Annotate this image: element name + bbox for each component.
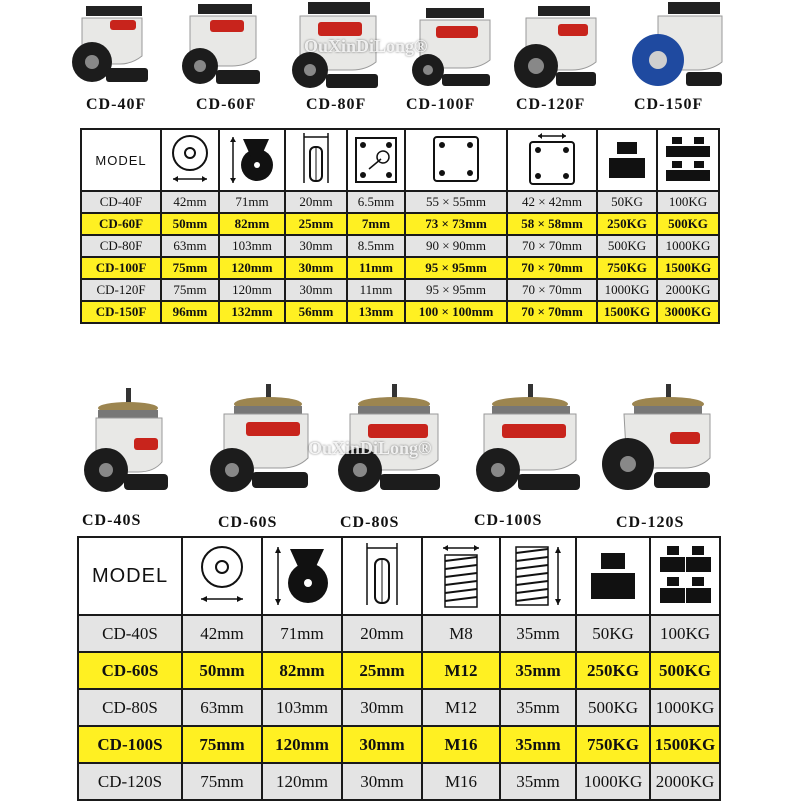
spec-cell: 120mm xyxy=(262,763,342,800)
spec-cell: 7mm xyxy=(347,213,405,235)
spec-cell: 75mm xyxy=(182,726,262,763)
wheel-diameter-icon xyxy=(161,129,219,191)
spec-cell: 75mm xyxy=(161,279,219,301)
table-header-row xyxy=(78,537,720,615)
caster-photo-cd-100s xyxy=(472,384,592,498)
mounting-hole-spacing-icon xyxy=(507,129,597,191)
table-row xyxy=(81,301,719,323)
model-header: MODEL xyxy=(81,129,161,191)
spec-cell: 96mm xyxy=(161,301,219,323)
caster-photo-cd-120s xyxy=(596,384,718,496)
spec-cell: 70 × 70mm xyxy=(507,257,597,279)
spec-cell: 58 × 58mm xyxy=(507,213,597,235)
spec-cell: 500KG xyxy=(576,689,650,726)
spec-cell: 63mm xyxy=(161,235,219,257)
spec-cell: 35mm xyxy=(500,763,576,800)
model-cell: CD-40F xyxy=(81,191,161,213)
caster-label-cd-80s: CD-80S xyxy=(340,514,400,531)
spec-cell: 50mm xyxy=(182,652,262,689)
spec-cell: 70 × 70mm xyxy=(507,301,597,323)
table-row xyxy=(78,652,720,689)
spec-cell: 73 × 73mm xyxy=(405,213,507,235)
spec-cell: 70 × 70mm xyxy=(507,279,597,301)
table-row xyxy=(78,689,720,726)
spec-cell: 35mm xyxy=(500,615,576,652)
model-cell: CD-80S xyxy=(78,689,182,726)
spec-cell: 1000KG xyxy=(597,279,657,301)
caster-label-cd-40f: CD-40F xyxy=(86,96,147,113)
single-load-icon xyxy=(597,129,657,191)
caster-height-icon xyxy=(262,537,342,615)
model-cell: CD-40S xyxy=(78,615,182,652)
spec-cell: 35mm xyxy=(500,652,576,689)
spec-cell: M8 xyxy=(422,615,500,652)
thread-length-icon xyxy=(500,537,576,615)
table-row xyxy=(81,235,719,257)
model-cell: CD-120S xyxy=(78,763,182,800)
caster-height-icon xyxy=(219,129,285,191)
table-row xyxy=(78,615,720,652)
spec-cell: 63mm xyxy=(182,689,262,726)
table-row xyxy=(78,763,720,800)
spec-cell: 120mm xyxy=(219,279,285,301)
spec-cell: 100 × 100mm xyxy=(405,301,507,323)
spec-cell: 500KG xyxy=(597,235,657,257)
table-row xyxy=(81,257,719,279)
model-cell: CD-60F xyxy=(81,213,161,235)
caster-label-cd-80f: CD-80F xyxy=(306,96,367,113)
spec-cell: 25mm xyxy=(342,652,422,689)
model-cell: CD-80F xyxy=(81,235,161,257)
spec-cell: 20mm xyxy=(342,615,422,652)
spec-cell: 13mm xyxy=(347,301,405,323)
wheel-width-icon xyxy=(342,537,422,615)
table-row xyxy=(78,726,720,763)
spec-cell: 90 × 90mm xyxy=(405,235,507,257)
caster-label-cd-120s: CD-120S xyxy=(616,514,685,531)
spec-cell: 8.5mm xyxy=(347,235,405,257)
model-cell: CD-100F xyxy=(81,257,161,279)
model-cell: CD-60S xyxy=(78,652,182,689)
caster-photo-cd-40f xyxy=(72,6,152,84)
caster-label-cd-60s: CD-60S xyxy=(218,514,278,531)
watermark: OuXinDiLong® xyxy=(304,36,428,56)
spec-cell: 30mm xyxy=(285,235,347,257)
bolt-hole-icon xyxy=(347,129,405,191)
spec-cell: 100KG xyxy=(650,615,720,652)
spec-cell: 82mm xyxy=(219,213,285,235)
spec-cell: 30mm xyxy=(285,257,347,279)
spec-cell: 11mm xyxy=(347,257,405,279)
plate-size-icon xyxy=(405,129,507,191)
thread-size-icon xyxy=(422,537,500,615)
table-row xyxy=(81,213,719,235)
spec-cell: 1000KG xyxy=(650,689,720,726)
spec-cell: 2000KG xyxy=(650,763,720,800)
f-series-table-body xyxy=(81,191,719,323)
spec-cell: 56mm xyxy=(285,301,347,323)
spec-cell: 35mm xyxy=(500,726,576,763)
spec-cell: 42mm xyxy=(161,191,219,213)
spec-cell: 50KG xyxy=(576,615,650,652)
spec-cell: 35mm xyxy=(500,689,576,726)
spec-cell: 95 × 95mm xyxy=(405,257,507,279)
spec-cell: 250KG xyxy=(597,213,657,235)
table-header-row xyxy=(81,129,719,191)
caster-label-cd-120f: CD-120F xyxy=(516,96,586,113)
caster-photo-cd-60f xyxy=(180,4,266,88)
spec-cell: 132mm xyxy=(219,301,285,323)
spec-cell: M12 xyxy=(422,652,500,689)
spec-cell: 42mm xyxy=(182,615,262,652)
model-cell: CD-120F xyxy=(81,279,161,301)
spec-cell: 2000KG xyxy=(657,279,719,301)
spec-cell: 120mm xyxy=(262,726,342,763)
spec-cell: 6.5mm xyxy=(347,191,405,213)
spec-cell: 20mm xyxy=(285,191,347,213)
spec-cell: 50mm xyxy=(161,213,219,235)
spec-cell: 95 × 95mm xyxy=(405,279,507,301)
caster-label-cd-100f: CD-100F xyxy=(406,96,476,113)
spec-cell: 500KG xyxy=(650,652,720,689)
caster-label-cd-100s: CD-100S xyxy=(474,512,543,529)
spec-cell: 71mm xyxy=(219,191,285,213)
f-series-casters xyxy=(0,0,800,118)
spec-cell: 1500KG xyxy=(650,726,720,763)
caster-label-cd-150f: CD-150F xyxy=(634,96,704,113)
s-series-table-body xyxy=(78,615,720,800)
spec-cell: 100KG xyxy=(657,191,719,213)
caster-photo-cd-40s xyxy=(76,388,180,498)
spec-cell: 103mm xyxy=(262,689,342,726)
table-row xyxy=(81,191,719,213)
spec-cell: 500KG xyxy=(657,213,719,235)
spec-cell: 82mm xyxy=(262,652,342,689)
spec-cell: 1000KG xyxy=(576,763,650,800)
spec-cell: M16 xyxy=(422,726,500,763)
spec-cell: 75mm xyxy=(161,257,219,279)
caster-photo-cd-150f xyxy=(632,2,726,92)
wheel-diameter-icon xyxy=(182,537,262,615)
caster-photo-cd-60s xyxy=(200,384,320,496)
spec-cell: 250KG xyxy=(576,652,650,689)
wheel-width-icon xyxy=(285,129,347,191)
total-load-icon xyxy=(650,537,720,615)
s-series-casters xyxy=(0,380,800,536)
spec-cell: M16 xyxy=(422,763,500,800)
f-series-spec-table xyxy=(80,128,720,324)
caster-label-cd-40s: CD-40S xyxy=(82,512,142,529)
watermark: OuXinDiLong® xyxy=(308,438,432,458)
spec-cell: 30mm xyxy=(285,279,347,301)
spec-cell: 1000KG xyxy=(657,235,719,257)
spec-cell: 25mm xyxy=(285,213,347,235)
model-header: MODEL xyxy=(78,537,182,615)
caster-photo-cd-120f xyxy=(512,6,602,90)
spec-cell: 1500KG xyxy=(657,257,719,279)
s-series-spec-table xyxy=(77,536,721,801)
spec-cell: 50KG xyxy=(597,191,657,213)
spec-cell: 70 × 70mm xyxy=(507,235,597,257)
spec-cell: M12 xyxy=(422,689,500,726)
spec-cell: 30mm xyxy=(342,763,422,800)
model-cell: CD-100S xyxy=(78,726,182,763)
spec-cell: 55 × 55mm xyxy=(405,191,507,213)
spec-cell: 30mm xyxy=(342,726,422,763)
total-load-icon xyxy=(657,129,719,191)
spec-cell: 120mm xyxy=(219,257,285,279)
spec-cell: 1500KG xyxy=(597,301,657,323)
table-row xyxy=(81,279,719,301)
spec-cell: 750KG xyxy=(576,726,650,763)
spec-cell: 103mm xyxy=(219,235,285,257)
caster-label-cd-60f: CD-60F xyxy=(196,96,257,113)
single-load-icon xyxy=(576,537,650,615)
spec-cell: 30mm xyxy=(342,689,422,726)
model-cell: CD-150F xyxy=(81,301,161,323)
spec-cell: 3000KG xyxy=(657,301,719,323)
spec-cell: 750KG xyxy=(597,257,657,279)
spec-cell: 42 × 42mm xyxy=(507,191,597,213)
spec-cell: 11mm xyxy=(347,279,405,301)
spec-cell: 75mm xyxy=(182,763,262,800)
spec-cell: 71mm xyxy=(262,615,342,652)
